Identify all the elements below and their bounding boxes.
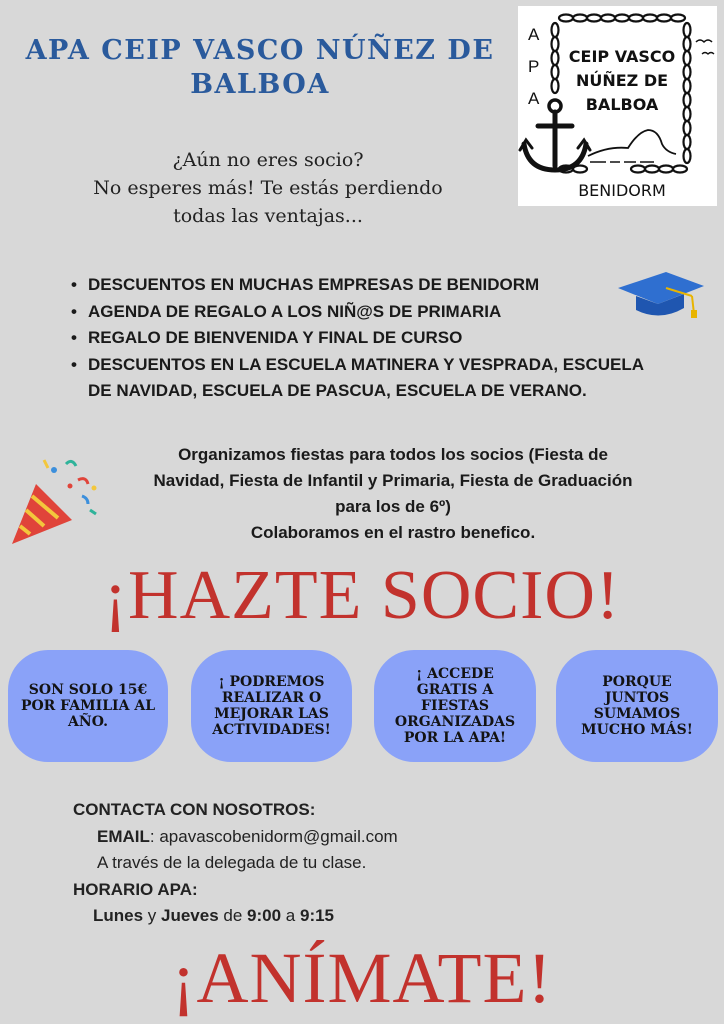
hours-to: a (281, 906, 300, 925)
page-title-line1: APA CEIP VASCO NÚÑEZ DE (25, 35, 495, 66)
bird-icon (696, 40, 712, 42)
bubble-line: ORGANIZADAS (394, 714, 516, 730)
anchor-icon (520, 100, 590, 170)
benefit-bubble-price (8, 650, 168, 762)
bubble-line: FIESTAS (421, 698, 489, 714)
bubble-line: SON SOLO 15€ (28, 682, 148, 698)
time-start: 9:00 (247, 906, 282, 925)
events-paragraph (96, 442, 690, 546)
coast-icon (588, 130, 676, 156)
logo-letter: P (528, 57, 540, 76)
email-row (73, 824, 633, 851)
benefit-item: • AGENDA DE REGALO A LOS NIÑ@S DE PRIMARIA (68, 299, 658, 326)
intro-line: ¿Aún no eres socio? (172, 149, 364, 171)
contact-heading: CONTACTA CON NOSOTROS: (73, 800, 316, 819)
hours-from: de (218, 906, 248, 925)
party-popper-icon (8, 456, 100, 548)
bubble-line: POR FAMILIA AL (20, 698, 156, 714)
hours-row (73, 903, 633, 930)
logo-letter: A (528, 25, 540, 44)
benefit-bubble-together (556, 650, 718, 762)
closing-headline: ¡ANÍMATE! (171, 938, 553, 1018)
bubble-line: MEJORAR LAS (214, 706, 329, 722)
page-title (0, 34, 520, 102)
hours-heading: HORARIO APA: (73, 879, 198, 899)
chain-border (552, 15, 691, 173)
hours-conj: y (143, 906, 162, 925)
logo-name-line1: CEIP VASCO (568, 47, 676, 66)
day-monday: Lunes (93, 906, 144, 925)
contact-section (73, 797, 633, 930)
intro-line: todas las ventajas... (173, 205, 363, 227)
benefit-item: • REGALO DE BIENVENIDA Y FINAL DE CURSO (68, 325, 658, 352)
graduation-cap-icon (614, 266, 706, 322)
bubble-line: PORQUE (602, 674, 672, 690)
bubble-line: AÑO. (68, 714, 108, 730)
email-address[interactable]: : apavascobenidorm@gmail.com (149, 826, 398, 846)
logo-letter: A (528, 89, 540, 108)
benefits-list (68, 272, 658, 405)
events-line: Navidad, Fiesta de Infantil y Primaria, Fiesta de Graduación (153, 471, 633, 490)
benefit-bubble-activities (191, 650, 352, 762)
benefit-bubble-parties (374, 650, 536, 762)
bubble-line: ¡ PODREMOS (218, 674, 325, 690)
intro-line: No esperes más! Te estás perdiendo (93, 177, 443, 199)
logo-name-line3: BALBOA (585, 95, 659, 114)
delegate-text: A través de la delegada de tu clase. (97, 853, 367, 872)
day-thursday: Jueves (161, 906, 219, 925)
bubble-line: REALIZAR O (221, 690, 322, 706)
bubble-line: GRATIS A (416, 682, 494, 698)
email-label: EMAIL (97, 826, 150, 846)
bubble-line: ACTIVIDADES! (212, 722, 331, 738)
benefit-item: • DESCUENTOS EN LA ESCUELA MATINERA Y VESPRADA, ESCUELA DE NAVIDAD, ESCUELA DE PASCUA, ESCUELA DE VERANO. (68, 352, 648, 405)
logo-name-line2: NÚÑEZ DE (575, 71, 669, 90)
intro-text (40, 146, 496, 230)
benefit-item: • DESCUENTOS EN MUCHAS EMPRESAS DE BENIDORM (68, 272, 658, 299)
time-end: 9:15 (299, 906, 335, 925)
logo-city: BENIDORM (578, 181, 666, 200)
bubble-line: POR LA APA! (403, 730, 507, 746)
page-title-line2: BALBOA (190, 69, 330, 100)
join-headline: ¡HAZTE SOCIO! (103, 557, 621, 634)
bubble-line: MUCHO MÁS! (581, 722, 693, 738)
logo-graphic (518, 6, 717, 206)
bubble-line: JUNTOS (604, 690, 670, 706)
school-logo (518, 6, 717, 206)
bubble-line: ¡ ACCEDE (416, 666, 494, 682)
events-line: Colaboramos en el rastro benefico. (250, 523, 536, 542)
events-line: para los de 6º) (335, 497, 451, 516)
bubble-line: SUMAMOS (593, 706, 681, 722)
events-line: Organizamos fiestas para todos los socios (Fiesta de (178, 445, 608, 464)
